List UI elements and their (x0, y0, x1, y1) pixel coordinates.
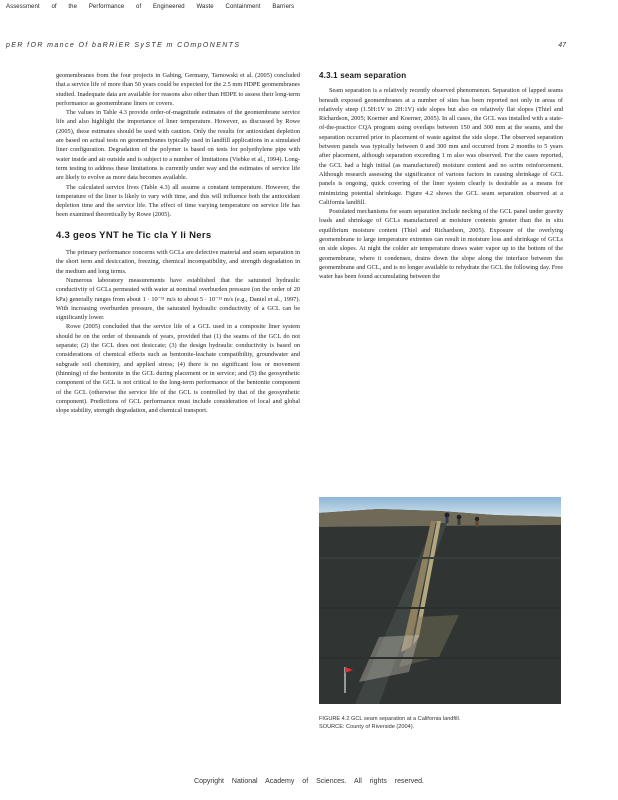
landfill-slope-photo (319, 497, 561, 704)
caption-source: SOURCE: County of Riverside (2004). (319, 724, 415, 730)
paragraph: Rowe (2005) concluded that the service life of a GCL used in a composite liner system should be on the order of thousands of years, provided that (1) the seams of the GCL do not separate; (2) the GCL does not desiccate; (3) the design hydraulic conductivity is based on considerations of chemical effects such as bentonite-leachate compatibility, groundwater and subgrade soil chemistry, and applied stress; (4) there is no significant loss or movement (thinning) of the bentonite in the GCL during placement or in service; and (5) the geosynthetic component of the GCL is not critical to the long-term performance of the bentonite component of the GCL (otherwise the service life of the GCL is controlled by that of the geosynthetic component). Predictions of GCL performance must include consideration of local and global slope stability, strength degradation, and chemical transport. (56, 323, 300, 415)
copyright-footer: Copyright National Academy of Sciences. All rights reserved. (194, 778, 424, 785)
paragraph: The calculated service lives (Table 4.3) all assume a constant temperature. However, the temperature of the liner is likely to vary with time, and this will influence both the antioxidant depletion time and the service life. The effect of time varying temperature on service life has been examined theoretically by Rowe (2005). (56, 183, 300, 219)
left-column (56, 71, 300, 415)
paragraph: Postulated mechanisms for seam separation include necking of the GCL panel under gravity loads and shrinkage of GCLs manufactured at moisture contents greater than the in situ equilibrium moisture content (Thiel and Richardson, 2005). Exposure of the overlying geomembrane to large temperature extremes can result in moisture loss and shrinkage of GCLs on side slopes. At night the colder air temperature draws water vapor up to the bottom of the geomembrane, where it condenses, drains down the slope along the interface between the geomembrane and GCL, and is no longer available to rehydrate the GCL the following day. Free water has been found accumulating between the (319, 208, 563, 281)
paragraph: geomembranes from the four projects in Gabing, Germany, Tarnowski et al. (2005) concluded that a service life of more than 50 years could be expected for the 2.5 mm HDPE geomembranes studied. Inadequate data are available for reasons also other than HDPE to assess their long-term performance as geomembrane liners or covers. (56, 72, 300, 107)
running-header: Assessment of the Performance of Engineered Waste Containment Barriers (6, 4, 295, 10)
paragraph: The values in Table 4.3 provide order-of-magnitude estimates of the geomembrane service life and also highlight the importance of liner temperature. However, as discussed by Rowe (2005), these estimates should be used with caution. Only the results for antioxidant depletion are based on actual tests on geomembranes typically used in landfill applications in a simulated liner configuration. Degradation of the polymer is based on tests for polyethylene pipe with water inside and air outside and is subject to a number of limitations (Viebke et al., 1994). Long-term testing to address these limitations is currently under way and the estimates of service life are likely to evolve as more data becomes available. (56, 109, 300, 182)
right-column (319, 71, 563, 282)
figure-caption (319, 715, 563, 731)
caption-line: FIGURE 4.2 GCL seam separation at a California landfill. (319, 716, 461, 722)
subsection-heading: 4.3.1 seam separation (319, 71, 407, 80)
section-header: pER fOR mance Of baRRiER SySTE m COmpONENTS (6, 42, 241, 49)
paragraph: Numerous laboratory measurements have established that the saturated hydraulic conductivity of GCLs permeated with water at nominal overburden pressure (on the order of 20 kPa) generally ranges from about 1 · 10⁻¹¹ m/s to about 5 · 10⁻¹¹ m/s (e.g., Daniel et al., 1997). With increasing overburden pressure, the saturated hydraulic conductivity of a GCL can be significantly lower. (56, 276, 300, 322)
page-number: 47 (558, 42, 566, 49)
figure-photo (319, 497, 561, 704)
section-heading: 4.3 geos YNT he Tic cla Y li Ners (56, 229, 212, 241)
paragraph: The primary performance concerns with GCLs are defective material and seam separation in the short term and desiccation, freezing, chemical incompatibility, and strength degradation in the medium and long terms. (56, 249, 300, 275)
paragraph: Seam separation is a relatively recently observed phenomenon. Separation of lapped seams beneath exposed geomembranes at a number of sites has been reported not only in areas of relatively steep (1.5H:1V to 2H:1V) side slopes but also on relatively flat slopes (Thiel and Richardson, 2005; Koerner and Koerner, 2005). In all cases, the GCL was installed with a state-of-the-practice CQA program using overlaps between 150 and 300 mm at the seams, and the separation occurred prior to placement of waste against the side slope. The observed separation between panels was typically between 0 and 300 mm and occurred from 2 months to 5 years after placement, although separation exceeding 1 m also was observed. For the cases reported, the GCL had a high initial (as manufactured) moisture content and no scrim reinforcement. Although research assessing the significance of various factors in causing shrinkage of GCL panels is ongoing, quick covering of the liner system clearly is desirable as a means for minimizing potential shrinkage. Figure 4.2 shows the GCL seam separation observed at a California landfill. (319, 87, 563, 206)
